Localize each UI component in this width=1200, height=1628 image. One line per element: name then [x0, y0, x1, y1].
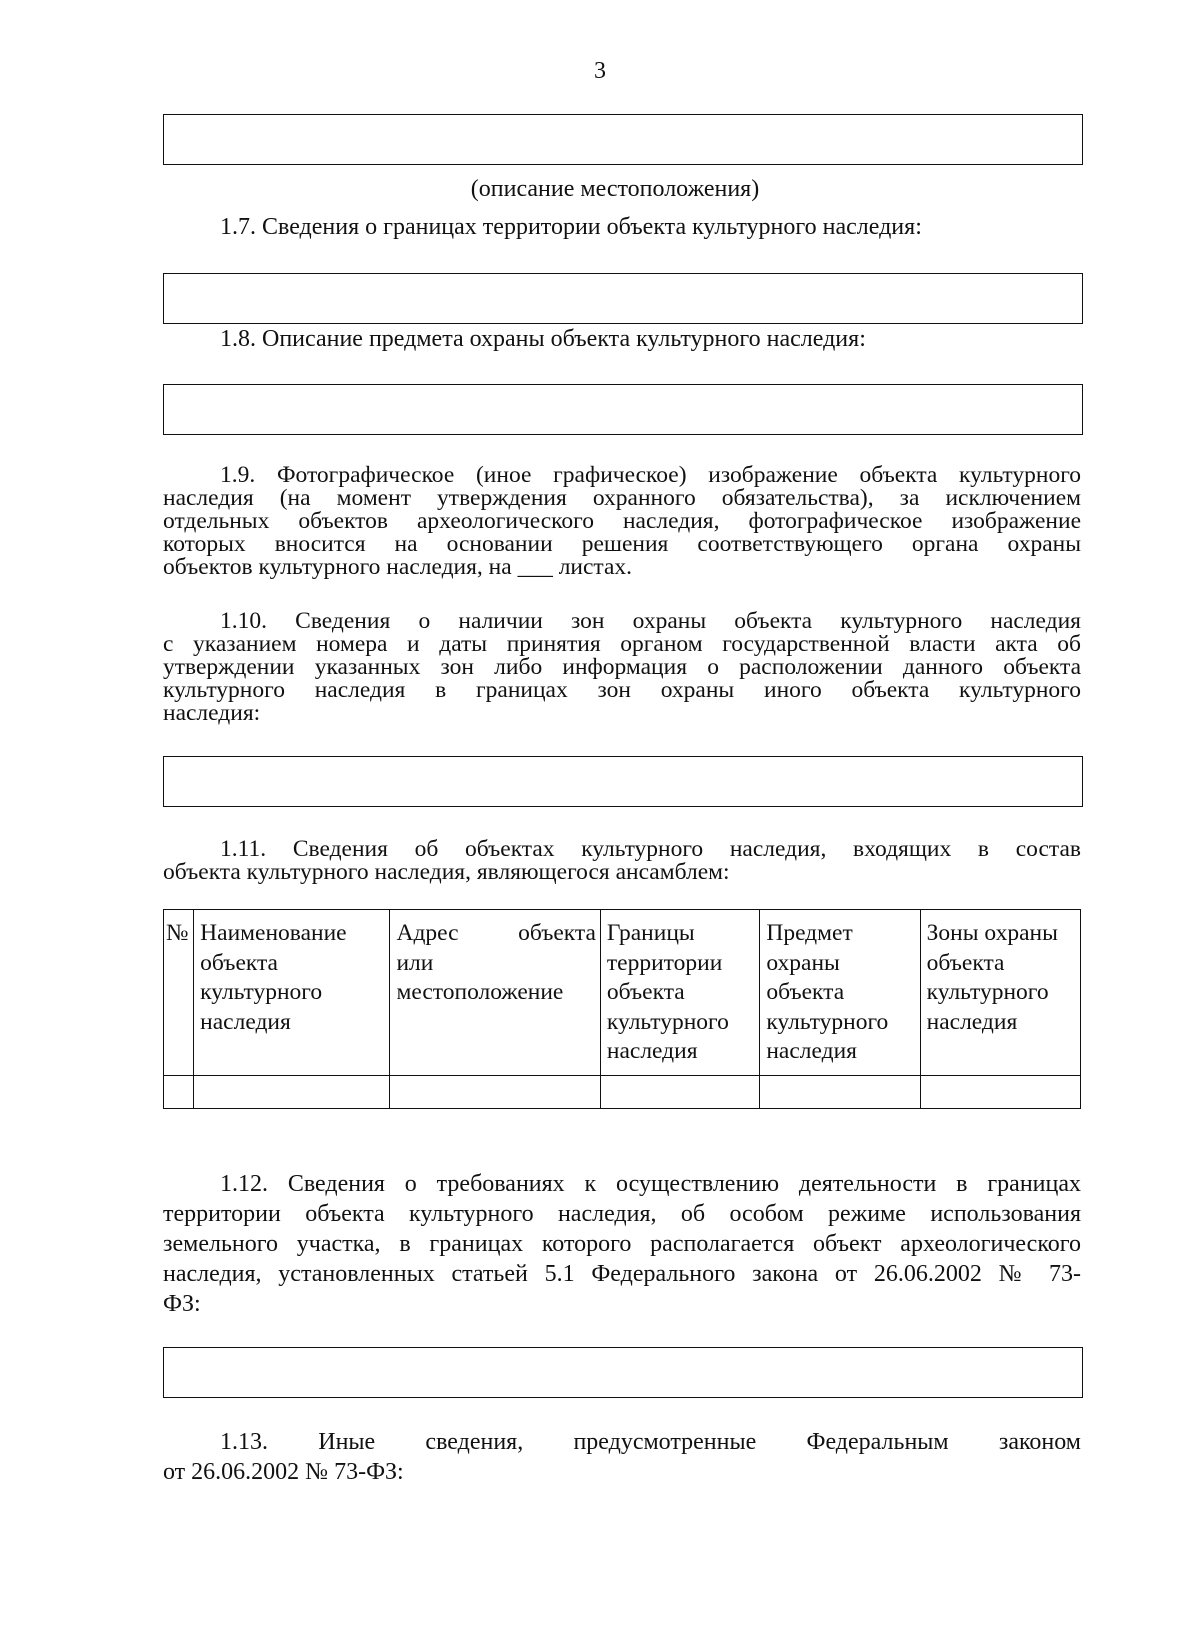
header-line: наследия — [926, 1008, 1018, 1035]
table-cell[interactable] — [600, 1075, 759, 1108]
paragraph-line: с указанием номера и даты принятия органом государственной власти акта об — [163, 631, 1081, 657]
paragraph-line: утверждении указанных зон либо информация о расположении данного объекта — [163, 654, 1081, 680]
section-1-9-paragraph — [163, 464, 1081, 579]
header-line: Зоны охраны — [926, 920, 1058, 946]
header-line: культурного — [766, 1008, 889, 1035]
header-line: Предмет — [766, 920, 853, 946]
section-1-13-paragraph — [163, 1427, 1081, 1487]
header-name — [194, 910, 390, 1076]
paragraph-line: 1.9. Фотографическое (иное графическое) изображение объекта культурного — [220, 462, 1081, 488]
header-line: культурного — [200, 979, 323, 1005]
header-line: Наименование — [200, 920, 347, 946]
table-row — [164, 1075, 1081, 1108]
paragraph-line: наследия (на момент утверждения охранного обязательства), за исключением — [163, 485, 1081, 511]
paragraph-line: объектов культурного наследия, на ___ листах. — [163, 554, 633, 580]
header-line: объекта — [200, 949, 278, 976]
table-cell[interactable] — [164, 1075, 194, 1108]
section-1-11-paragraph — [163, 838, 1081, 884]
boundaries-field[interactable] — [163, 273, 1083, 324]
header-word: Адрес — [396, 920, 459, 946]
paragraph-line: земельного участка, в границах которого располагается объект археологического — [163, 1231, 1081, 1257]
header-protection-zones — [920, 910, 1080, 1076]
header-protection-subject — [760, 910, 920, 1076]
protection-zones-field[interactable] — [163, 756, 1083, 807]
section-1-7-heading: 1.7. Сведения о границах территории объекта культурного наследия: — [220, 214, 922, 240]
table-cell[interactable] — [760, 1075, 920, 1108]
header-line: наследия — [200, 1008, 291, 1035]
header-line: местоположение — [396, 979, 564, 1005]
paragraph-line: 1.11. Сведения об объектах культурного наследия, входящих в состав — [220, 836, 1081, 862]
paragraph-line: отдельных объектов археологического наследия, фотографическое изображение — [163, 508, 1081, 534]
section-1-10-paragraph — [163, 610, 1081, 725]
header-line: культурного — [606, 1008, 729, 1035]
header-boundaries — [600, 910, 759, 1076]
header-line: территории — [606, 949, 723, 976]
paragraph-line: 1.10. Сведения о наличии зон охраны объекта культурного наследия — [220, 608, 1081, 634]
paragraph-line: наследия, установленных статьей 5.1 Федерального закона от 26.06.2002 № 73- — [163, 1261, 1081, 1287]
paragraph-line: 1.12. Сведения о требованиях к осуществлению деятельности в границах — [220, 1171, 1081, 1197]
header-line: объекта — [926, 949, 1005, 976]
header-number: № — [164, 910, 194, 1076]
header-line: Границы — [606, 920, 695, 946]
paragraph-line: территории объекта культурного наследия, об особом режиме использования — [163, 1201, 1081, 1227]
header-word: объекта — [518, 920, 596, 946]
section-1-8-heading: 1.8. Описание предмета охраны объекта культурного наследия: — [220, 326, 866, 352]
paragraph-line: ФЗ: — [163, 1291, 201, 1317]
header-line — [396, 919, 595, 949]
ensemble-objects-table — [163, 909, 1081, 1109]
protection-subject-field[interactable] — [163, 384, 1083, 435]
location-field[interactable] — [163, 114, 1083, 165]
header-line: объекта — [766, 979, 845, 1005]
header-line: объекта — [606, 979, 685, 1005]
header-line: наследия — [766, 1038, 857, 1064]
paragraph-line: от 26.06.2002 № 73-ФЗ: — [163, 1459, 404, 1485]
paragraph-line: объекта культурного наследия, являющегося ансамблем: — [163, 859, 730, 885]
table-header-row — [164, 910, 1081, 1076]
header-address — [390, 910, 600, 1076]
paragraph-line: культурного наследия в границах зон охраны иного объекта культурного — [163, 677, 1081, 703]
header-line: наследия — [606, 1038, 698, 1064]
location-caption: (описание местоположения) — [470, 176, 760, 202]
header-line: культурного — [926, 979, 1049, 1005]
header-line: охраны — [766, 949, 840, 976]
page-number: 3 — [594, 58, 606, 84]
table-cell[interactable] — [920, 1075, 1080, 1108]
paragraph-line: 1.13. Иные сведения, предусмотренные Федеральным законом — [220, 1429, 1081, 1455]
paragraph-line: наследия: — [163, 700, 261, 726]
section-1-12-paragraph — [163, 1169, 1081, 1319]
table-cell[interactable] — [194, 1075, 390, 1108]
activity-requirements-field[interactable] — [163, 1347, 1083, 1398]
table-cell[interactable] — [390, 1075, 600, 1108]
paragraph-line: которых вносится на основании решения соответствующего органа охраны — [163, 531, 1081, 557]
header-line: или — [396, 949, 434, 976]
